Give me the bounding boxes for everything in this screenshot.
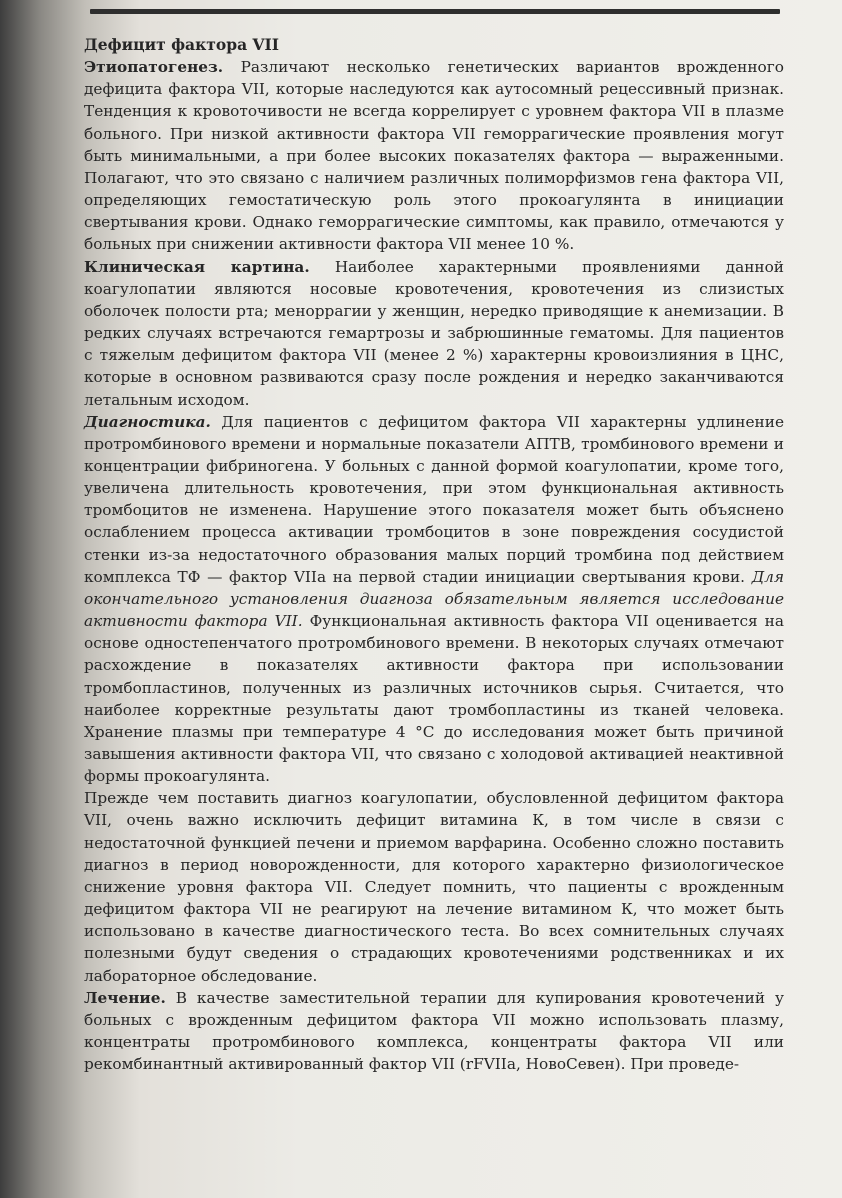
paragraph-etiopathogenesis xyxy=(84,56,784,255)
paragraph-clinical-picture xyxy=(84,256,784,411)
paragraph-text: В качестве заместительной терапии для купирования кровотечений у больных с врожденным дефицитом фактора VII можно использовать плазму, концентраты протромбинового комплекса, концентраты фактора VII или рекомбинантный активированный фактор VII (rFVIIa, НовоСевен). При проведе- xyxy=(84,988,784,1074)
section-title: Дефицит фактора VII xyxy=(84,35,280,54)
paragraph-text: Различают несколько генетических вариантов врожденного дефицита фактора VII, которые наследуются как аутосомный рецессивный признак. Тенденция к кровоточивости не всегда коррелирует с уровнем фактора VII в плазме больного. При низкой активности фактора VII геморрагические проявления могут быть минимальными, а при более высоких показателях фактора — выраженными. Полагают, что это связано с наличием различных полиморфизмов гена фактора VII, определяющих гемостатическую роль этого прокоагулянта в инициации свертывания крови. Однако геморрагические симптомы, как правило, отмечаются у больных при снижении активности фактора VII менее 10 %. xyxy=(84,58,784,254)
header-rule xyxy=(90,9,780,14)
paragraph-treatment xyxy=(84,987,784,1076)
paragraph-differential xyxy=(84,787,784,986)
paragraph-diagnostics xyxy=(84,411,784,788)
page-body xyxy=(84,34,784,1075)
paragraph-text: Прежде чем поставить диагноз коагулопатии, обусловленной дефицитом фактора VII, очень важно исключить дефицит витамина К, в том числе в связи с недостаточной функцией печени и приемом варфарина. Особенно сложно поставить диагноз в период новорожденности, для которого характерно физиологическое снижение уровня фактора VII. Следует помнить, что пациенты с врожденным дефицитом фактора VII не реагируют на лечение витамином К, что может быть использовано в качестве диагностического теста. Во всех сомнительных случаях полезными будут сведения о страдающих кровотечениями родственниках и их лабораторное обследование. xyxy=(84,789,784,985)
paragraph-text: Для пациентов с дефицитом фактора VII характерны удлинение протромбинового времени и нормальные показатели АПТВ, тромбинового времени и концентрации фибриногена. У больных с данной формой коагулопатии, кроме того, увеличена длительность кровотечения, при этом функциональная активность тромбоцитов не изменена. Нарушение этого показателя может быть объяснено ослаблением процесса активации тромбоцитов в зоне повреждения сосудистой стенки из-за недостаточного образования малых порций тромбина под действием комплекса ТФ — фактор VIIa на первой стадии инициации свертывания крови. xyxy=(84,412,784,586)
paragraph-lead: Лечение. xyxy=(84,988,166,1007)
paragraph-text-continued: Функциональная активность фактора VII оценивается на основе одностепенчатого протромбинового времени. В некоторых случаях отмечают расхождение в показателях активности фактора при использовании тромбопластинов, полученных из различных источников сырья. Считается, что наиболее корректные результаты дают тромбопластины из тканей человека. Хранение плазмы при температуре 4 °С до исследования может быть причиной завышения активности фактора VII, что связано с холодовой активацией неактивной формы прокоагулянта. xyxy=(84,612,784,786)
paragraph-lead: Клиническая картина. xyxy=(84,257,310,276)
paragraph-italic-text: Для окончательного установления диагноза обязательным является исследование активности фактора VII. xyxy=(84,567,784,631)
paragraph-lead: Диагностика. xyxy=(84,412,211,431)
paragraph-lead: Этиопатогенез. xyxy=(84,58,224,77)
paragraph-text: Наиболее характерными проявлениями данной коагулопатии являются носовые кровотечения, кровотечения из слизистых оболочек полости рта; меноррагии у женщин, нередко приводящие к анемизации. В редких случаях встречаются гемартрозы и забрюшинные гематомы. Для пациентов с тяжелым дефицитом фактора VII (менее 2 %) характерны кровоизлияния в ЦНС, которые в основном развиваются сразу после рождения и нередко заканчиваются летальным исходом. xyxy=(84,257,784,409)
